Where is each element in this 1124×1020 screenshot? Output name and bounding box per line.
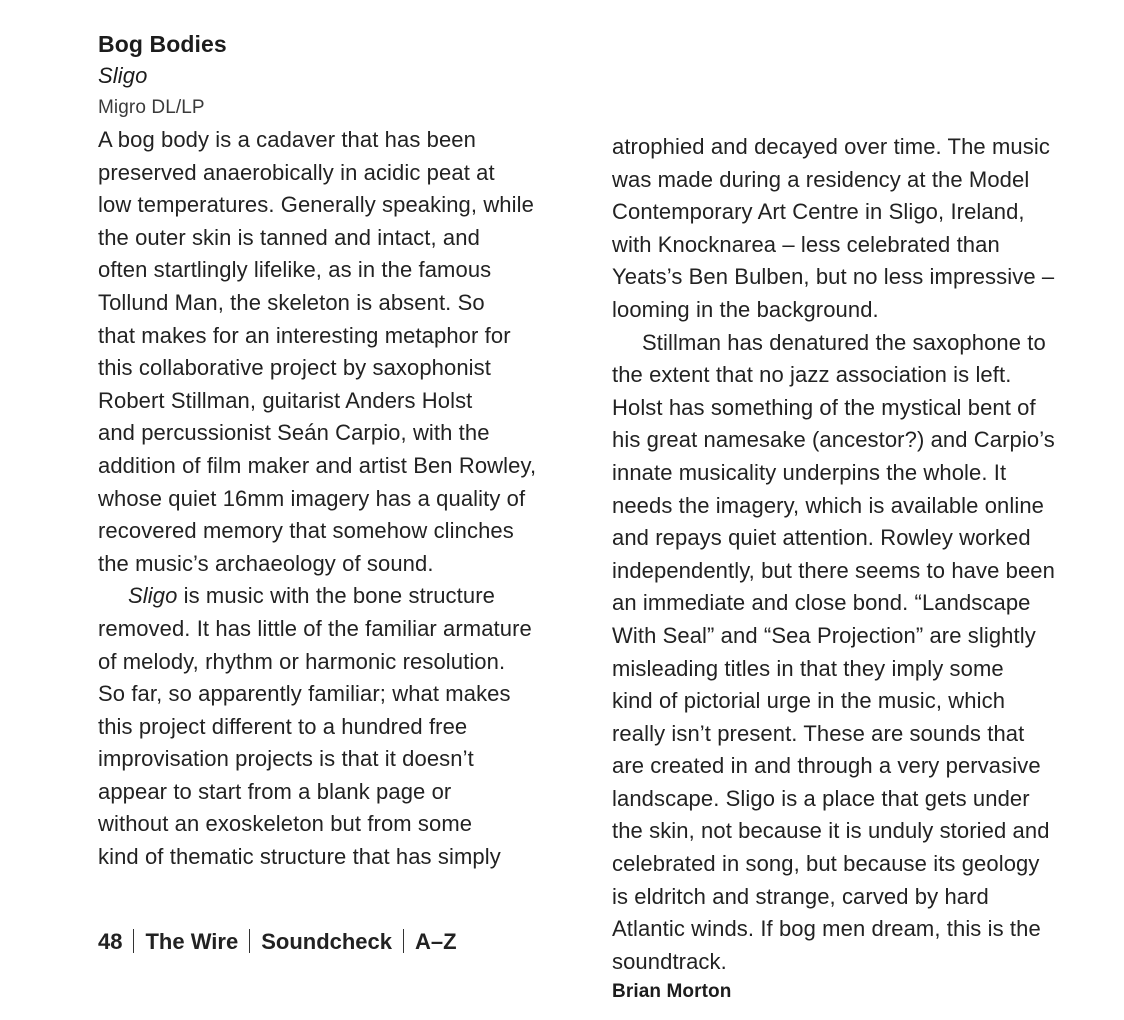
- text-line: landscape. Sligo is a place that gets under: [612, 785, 1030, 811]
- text-line: and percussionist Seán Carpio, with the: [98, 420, 490, 446]
- text-line: recovered memory that somehow clinches: [98, 518, 514, 544]
- text-line: without an exoskeleton but from some: [98, 811, 473, 837]
- artist-name: Bog Bodies: [98, 31, 227, 57]
- text-line: [98, 580, 588, 613]
- text-line: improvisation projects is that it doesn’t: [98, 746, 474, 772]
- footer-divider: [249, 929, 250, 953]
- review-paragraph-2: [98, 580, 588, 873]
- text-line: low temperatures. Generally speaking, while: [98, 192, 534, 218]
- text-line: kind of pictorial urge in the music, which: [612, 688, 1006, 714]
- page-number: 48: [98, 929, 123, 954]
- text-line: whose quiet 16mm imagery has a quality of: [98, 485, 526, 511]
- album-title-inline: Sligo: [128, 583, 178, 609]
- text-line: is eldritch and strange, carved by hard: [612, 883, 989, 909]
- text-line: really isn’t present. These are sounds that: [612, 720, 1025, 746]
- review-paragraph-4: [612, 327, 1102, 979]
- text-line: misleading titles in that they imply some: [612, 655, 1004, 681]
- review-paragraph-3: [612, 131, 1102, 327]
- review-left-column: [98, 28, 588, 874]
- text-line: Atlantic winds. If bog men dream, this is the: [612, 916, 1041, 942]
- text-line: the music’s archaeology of sound.: [98, 550, 434, 576]
- text-line: Stillman has denatured the saxophone to: [642, 329, 1046, 355]
- text-line: celebrated in song, but because its geology: [612, 851, 1040, 877]
- text-line: appear to start from a blank page or: [98, 778, 452, 804]
- text-line: are created in and through a very pervasive: [612, 753, 1041, 779]
- text-line: kind of thematic structure that has simply: [98, 844, 501, 870]
- text-line: Yeats’s Ben Bulben, but no less impressive –: [612, 264, 1055, 290]
- review-author: Brian Morton: [612, 981, 732, 1003]
- text-line: an immediate and close bond. “Landscape: [612, 590, 1031, 616]
- text-line: often startlingly lifelike, as in the famous: [98, 257, 492, 283]
- text-line: So far, so apparently familiar; what makes: [98, 681, 511, 707]
- text-line: With Seal” and “Sea Projection” are slightly: [612, 622, 1036, 648]
- text-line: the extent that no jazz association is left.: [612, 362, 1012, 388]
- text-line: Contemporary Art Centre in Sligo, Ireland,: [612, 199, 1025, 225]
- text-line: the outer skin is tanned and intact, and: [98, 224, 480, 250]
- text-line: A bog body is a cadaver that has been: [98, 127, 476, 152]
- text-line-rest: is music with the bone structure: [177, 583, 495, 609]
- text-line: independently, but there seems to have been: [612, 557, 1055, 583]
- page-footer: [98, 926, 457, 958]
- album-title: Sligo: [98, 63, 148, 88]
- text-line: that makes for an interesting metaphor for: [98, 322, 511, 348]
- magazine-name: The Wire: [145, 929, 239, 954]
- text-line: removed. It has little of the familiar armature: [98, 615, 532, 641]
- text-line: Tollund Man, the skeleton is absent. So: [98, 289, 485, 315]
- text-line: Robert Stillman, guitarist Anders Holst: [98, 387, 473, 413]
- text-line: his great namesake (ancestor?) and Carpio’s: [612, 427, 1055, 453]
- text-line: atrophied and decayed over time. The music: [612, 134, 1050, 159]
- text-line: Holst has something of the mystical bent of: [612, 394, 1036, 420]
- text-line: addition of film maker and artist Ben Rowley,: [98, 452, 537, 478]
- text-line: and repays quiet attention. Rowley worked: [612, 525, 1031, 551]
- review-paragraph-1: [98, 124, 588, 580]
- footer-divider: [403, 929, 404, 953]
- text-line: looming in the background.: [612, 296, 879, 322]
- text-line: soundtrack.: [612, 948, 727, 974]
- subsection-name: A–Z: [415, 929, 457, 954]
- review-right-column: [612, 131, 1102, 1008]
- section-name: Soundcheck: [261, 929, 393, 954]
- text-line: this collaborative project by saxophonist: [98, 355, 491, 381]
- text-line: innate musicality underpins the whole. It: [612, 459, 1007, 485]
- text-line: preserved anaerobically in acidic peat at: [98, 159, 495, 185]
- text-line: the skin, not because it is unduly storied and: [612, 818, 1050, 844]
- text-line: with Knocknarea – less celebrated than: [612, 231, 1000, 257]
- footer-divider: [133, 929, 134, 953]
- text-line: was made during a residency at the Model: [612, 166, 1030, 192]
- text-line: this project different to a hundred free: [98, 713, 468, 739]
- text-line: of melody, rhythm or harmonic resolution.: [98, 648, 506, 674]
- record-label: Migro DL/LP: [98, 97, 205, 118]
- text-line: needs the imagery, which is available online: [612, 492, 1045, 518]
